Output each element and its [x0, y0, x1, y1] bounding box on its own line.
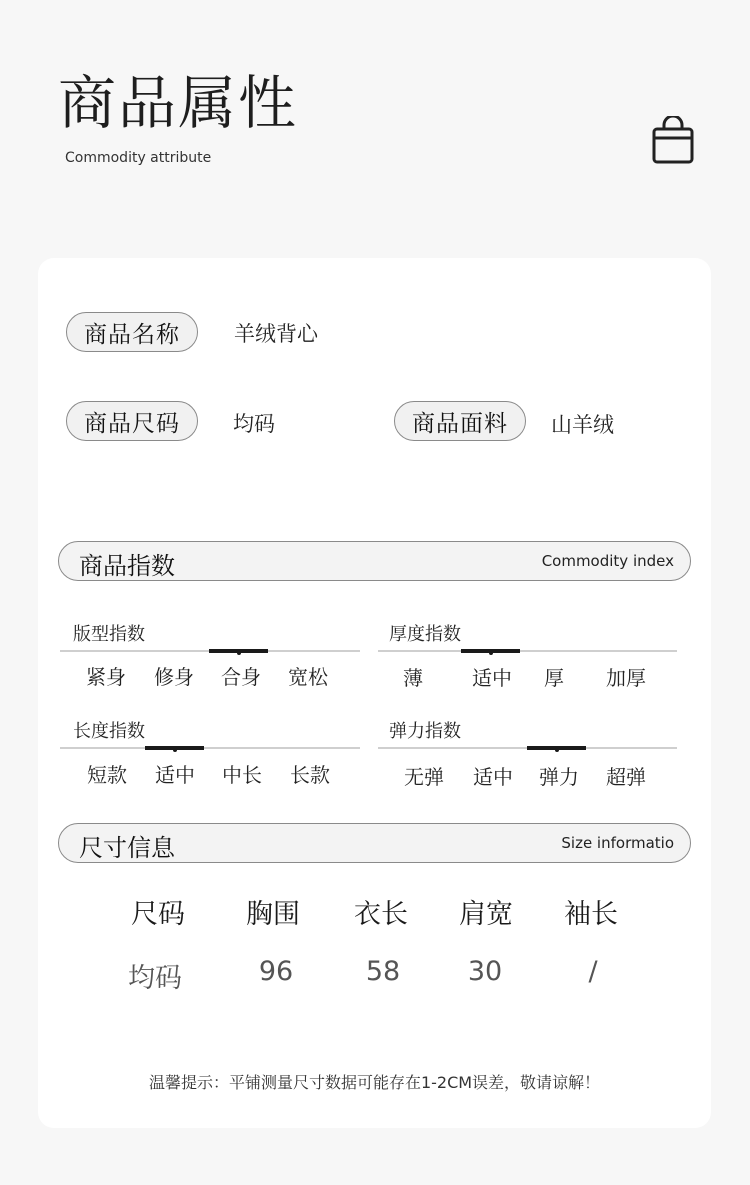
size-table-header: 袖长	[564, 899, 618, 930]
page-subtitle: Commodity attribute	[65, 150, 212, 166]
thickness-option: 薄	[403, 666, 423, 690]
measurement-note: 温馨提示：平铺测量尺寸数据可能存在1-2CM误差，敬请谅解！	[148, 1073, 601, 1092]
fit-option: 修身	[154, 665, 194, 689]
length-index-track	[60, 747, 360, 749]
thickness-index-marker	[461, 649, 520, 653]
size-table-header: 肩宽	[459, 899, 513, 930]
index-section-header	[58, 541, 691, 581]
product-fabric-label: 商品面料	[394, 401, 526, 441]
length-option-selected: 适中	[155, 763, 195, 787]
fit-index-marker	[209, 649, 268, 653]
index-section-title: 商品指数	[79, 552, 175, 580]
size-table-cell: 均码	[128, 963, 182, 994]
length-index-label: 长度指数	[73, 721, 145, 742]
elasticity-option: 适中	[473, 765, 513, 789]
size-section-subtitle: Size informatio	[561, 834, 674, 852]
index-section-subtitle: Commodity index	[541, 552, 674, 570]
size-table-cell: 58	[365, 956, 401, 987]
elasticity-option: 超弹	[606, 765, 646, 789]
fit-option: 宽松	[288, 665, 328, 689]
size-section-title: 尺寸信息	[79, 834, 175, 862]
length-index-marker	[145, 746, 204, 750]
length-option: 中长	[222, 763, 262, 787]
length-option: 长款	[290, 763, 330, 787]
size-table-cell: 30	[467, 956, 503, 987]
elasticity-option-selected: 弹力	[539, 765, 579, 789]
product-size-label: 商品尺码	[66, 401, 198, 441]
size-table-header: 胸围	[246, 899, 300, 930]
elasticity-index-label: 弹力指数	[389, 721, 461, 742]
product-name-label: 商品名称	[66, 312, 198, 352]
fit-option-selected: 合身	[221, 665, 261, 689]
product-name-value: 羊绒背心	[234, 322, 318, 346]
product-size-value: 均码	[233, 412, 275, 436]
attribute-card	[38, 258, 711, 1128]
shopping-bag-icon	[650, 116, 696, 166]
thickness-index-track	[378, 650, 677, 652]
thickness-option: 加厚	[606, 666, 646, 690]
elasticity-index-marker	[527, 746, 586, 750]
size-table-cell: 96	[258, 956, 294, 987]
size-table-header: 衣长	[354, 899, 408, 930]
size-section-header	[58, 823, 691, 863]
product-fabric-value: 山羊绒	[551, 413, 614, 437]
elasticity-option: 无弹	[404, 765, 444, 789]
fit-index-label: 版型指数	[73, 624, 145, 645]
size-table-header: 尺码	[131, 899, 185, 930]
thickness-option-selected: 适中	[472, 666, 512, 690]
size-table-cell: /	[588, 956, 598, 987]
thickness-option: 厚	[544, 666, 564, 690]
fit-option: 紧身	[86, 665, 126, 689]
length-option: 短款	[87, 763, 127, 787]
thickness-index-label: 厚度指数	[389, 624, 461, 645]
page-title: 商品属性	[58, 69, 299, 137]
